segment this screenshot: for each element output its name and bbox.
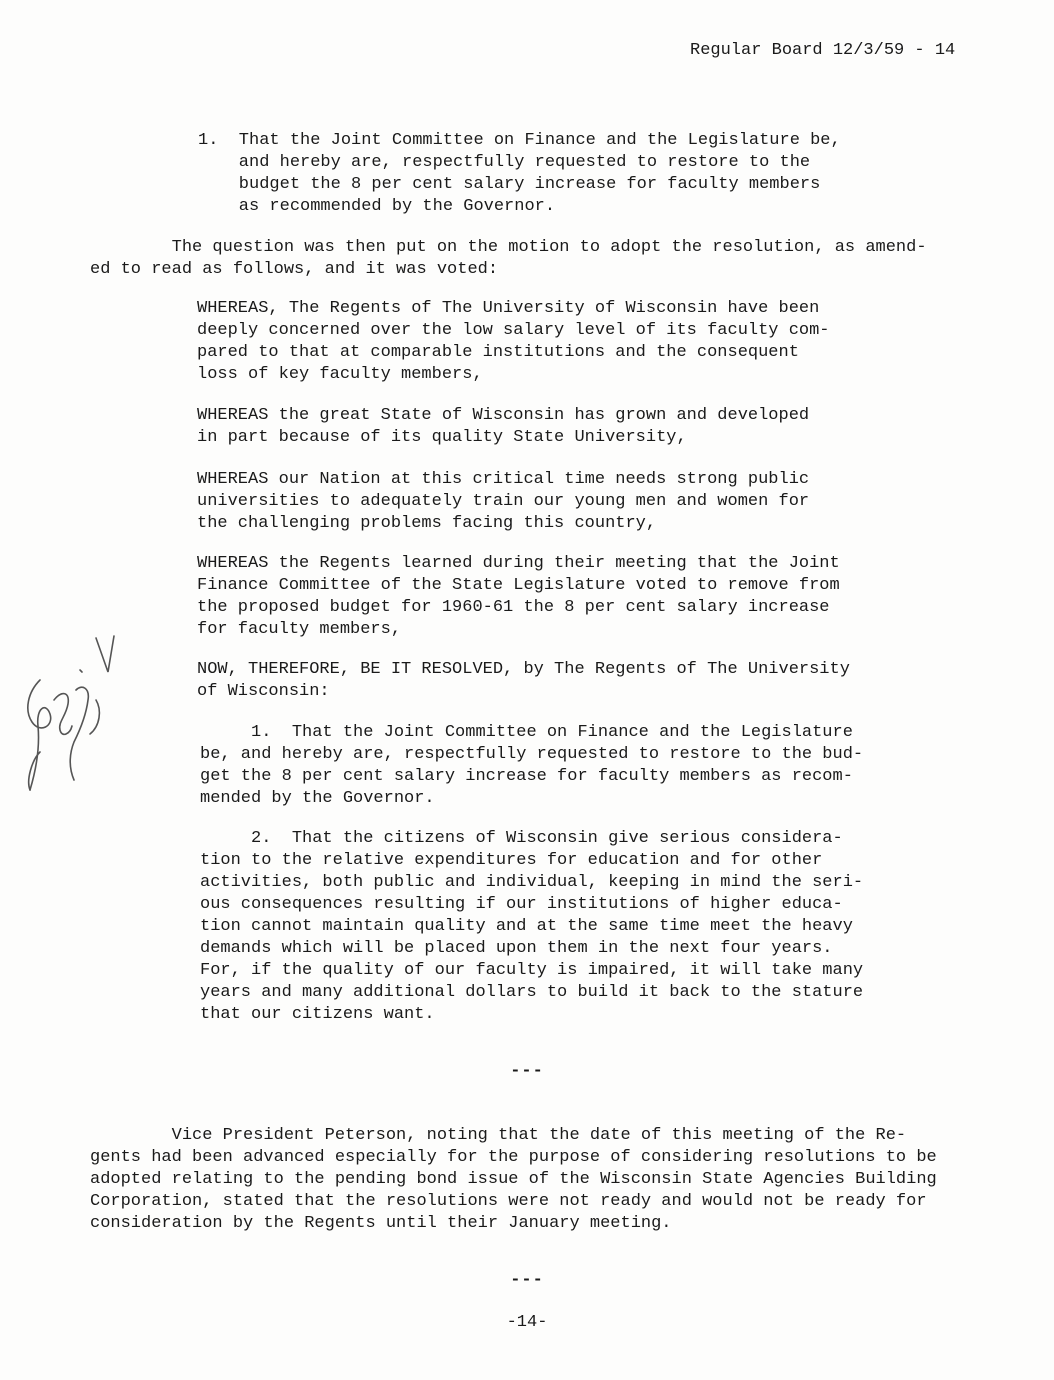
text-line: 1. That the Joint Committee on Finance and the Legislature be, [198,131,841,150]
text-line: that our citizens want. [200,1005,435,1024]
text-line: Finance Committee of the State Legislature voted to remove from [197,576,840,595]
handwritten-initials-signature [10,630,120,810]
text-line: the challenging problems facing this country, [197,514,657,533]
text-line: WHEREAS, The Regents of The University of Wisconsin have been [197,299,820,318]
text-line: ous consequences resulting if our institutions of higher educa- [200,895,843,914]
text-line: and hereby are, respectfully requested to restore to the [198,153,811,172]
whereas-clause-3 [197,469,809,535]
text-line: 1. That the Joint Committee on Finance and the Legislature [200,723,853,742]
resolved-clause [197,659,850,703]
text-line: for faculty members, [197,620,402,639]
text-line: activities, both public and individual, keeping in mind the seri- [200,873,864,892]
question-paragraph [90,237,927,281]
text-line: WHEREAS our Nation at this critical time needs strong public [197,470,810,489]
text-line: ed to read as follows, and it was voted: [90,260,499,279]
text-line: universities to adequately train our young men and women for [197,492,810,511]
text-line: of Wisconsin: [197,682,330,701]
running-head: Regular Board 12/3/59 - 14 [690,41,956,60]
whereas-clause-2 [197,405,809,449]
text-line: pared to that at comparable institutions and the consequent [197,343,799,362]
text-line: gents had been advanced especially for the purpose of considering resolutions to be [90,1148,937,1167]
resolution-item-1 [200,722,863,810]
text-line: WHEREAS the Regents learned during their meeting that the Joint [197,554,840,573]
text-line: The question was then put on the motion to adopt the resolution, as amend- [90,238,927,257]
whereas-clause-4 [197,553,840,641]
text-line: consideration by the Regents until their January meeting. [90,1214,672,1233]
text-line: be, and hereby are, respectfully requested to restore to the bud- [200,745,864,764]
text-line: loss of key faculty members, [197,365,483,384]
text-line: tion cannot maintain quality and at the same time meet the heavy [200,917,853,936]
whereas-clause-1 [197,298,830,386]
text-line: the proposed budget for 1960-61 the 8 per cent salary increase [197,598,830,617]
peterson-paragraph [90,1125,937,1235]
section-separator-1: --- [510,1062,544,1081]
text-line: Corporation, stated that the resolutions were not ready and would not be ready for [90,1192,927,1211]
text-line: adopted relating to the pending bond issue of the Wisconsin State Agencies Building [90,1170,937,1189]
text-line: demands which will be placed upon them in the next four years. [200,939,833,958]
text-line: For, if the quality of our faculty is impaired, it will take many [200,961,864,980]
text-line: deeply concerned over the low salary level of its faculty com- [197,321,830,340]
text-line: budget the 8 per cent salary increase for faculty members [198,175,821,194]
resolution-item-2 [200,828,863,1026]
item-1-paragraph [198,130,841,218]
text-line: 2. That the citizens of Wisconsin give serious considera- [200,829,843,848]
text-line: in part because of its quality State University, [197,428,687,447]
text-line: Vice President Peterson, noting that the date of this meeting of the Re- [90,1126,907,1145]
text-line: WHEREAS the great State of Wisconsin has grown and developed [197,406,810,425]
page-number: -14- [506,1313,548,1332]
section-separator-2: --- [510,1271,544,1290]
text-line: mended by the Governor. [200,789,435,808]
text-line: tion to the relative expenditures for education and for other [200,851,823,870]
text-line: NOW, THEREFORE, BE IT RESOLVED, by The Regents of The University [197,660,850,679]
text-line: years and many additional dollars to build it back to the stature [200,983,864,1002]
text-line: get the 8 per cent salary increase for faculty members as recom- [200,767,853,786]
text-line: as recommended by the Governor. [198,197,556,216]
